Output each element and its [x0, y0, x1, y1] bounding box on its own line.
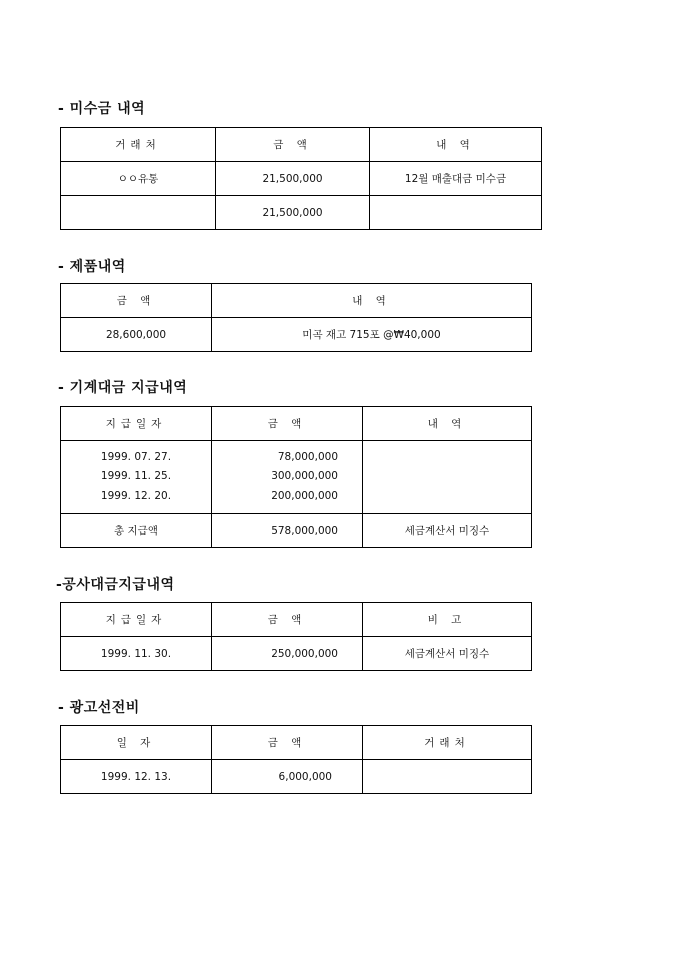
- col-header-amount: 금 액: [212, 407, 363, 441]
- cell-amount: 28,600,000: [61, 318, 212, 352]
- cell-total-label: 총 지급액: [61, 514, 212, 548]
- construction-payments-table: [60, 602, 532, 671]
- payment-date: 1999. 07. 27.: [100, 450, 172, 463]
- table-row-total: [61, 196, 542, 230]
- table-row: [61, 760, 532, 794]
- col-header-client: 거래처: [363, 726, 532, 760]
- cell-remarks: 세금계산서 미징수: [363, 637, 532, 671]
- receivables-table: [60, 127, 542, 230]
- heading-machinery-payments: - 기계대금 지급내역: [58, 380, 188, 396]
- cell-dates: [61, 441, 212, 514]
- table-row: [61, 441, 532, 514]
- cell-details: [363, 441, 532, 514]
- heading-advertising: - 광고선전비: [58, 700, 140, 716]
- col-header-amount: 금 액: [216, 128, 370, 162]
- table-row: [61, 318, 532, 352]
- col-header-amount: 금 액: [212, 603, 363, 637]
- col-header-amount: 금 액: [212, 726, 363, 760]
- cell-client: ㅇㅇ유통: [61, 162, 216, 196]
- col-header-client: 거래처: [61, 128, 216, 162]
- table-header-row: [61, 603, 532, 637]
- col-header-payment-date: 지급일자: [61, 603, 212, 637]
- cell-details: 12월 매출대금 미수금: [370, 162, 542, 196]
- col-header-details: 내 역: [363, 407, 532, 441]
- heading-construction-payments: -공사대금지급내역: [56, 577, 175, 593]
- products-table: [60, 283, 532, 352]
- payment-amount: 78,000,000: [277, 450, 338, 463]
- machinery-payments-table: [60, 406, 532, 548]
- cell-details: [370, 196, 542, 230]
- cell-amount: 6,000,000: [212, 760, 363, 794]
- table-row: [61, 637, 532, 671]
- cell-total-note: 세금계산서 미징수: [363, 514, 532, 548]
- table-header-row: [61, 128, 542, 162]
- cell-total-amount: 578,000,000: [212, 514, 363, 548]
- payment-amount: 200,000,000: [271, 489, 338, 502]
- table-header-row: [61, 407, 532, 441]
- heading-receivables: - 미수금 내역: [58, 101, 146, 117]
- cell-amounts: [212, 441, 363, 514]
- cell-client: [363, 760, 532, 794]
- cell-amount: 21,500,000: [216, 196, 370, 230]
- col-header-details: 내 역: [212, 284, 532, 318]
- table-header-row: [61, 726, 532, 760]
- cell-date: 1999. 11. 30.: [61, 637, 212, 671]
- payment-date: 1999. 12. 20.: [100, 489, 172, 502]
- cell-client: [61, 196, 216, 230]
- cell-details: 미곡 재고 715포 @₩40,000: [212, 318, 532, 352]
- col-header-remarks: 비 고: [363, 603, 532, 637]
- cell-date: 1999. 12. 13.: [61, 760, 212, 794]
- cell-amount: 21,500,000: [216, 162, 370, 196]
- col-header-date: 일 자: [61, 726, 212, 760]
- heading-products: - 제품내역: [58, 259, 126, 275]
- advertising-table: [60, 725, 532, 794]
- payment-amount: 300,000,000: [271, 470, 338, 483]
- col-header-amount: 금 액: [61, 284, 212, 318]
- col-header-details: 내 역: [370, 128, 542, 162]
- table-header-row: [61, 284, 532, 318]
- table-row-total: [61, 514, 532, 548]
- table-row: [61, 162, 542, 196]
- payment-date: 1999. 11. 25.: [100, 470, 172, 483]
- col-header-payment-date: 지급일자: [61, 407, 212, 441]
- cell-amount: 250,000,000: [212, 637, 363, 671]
